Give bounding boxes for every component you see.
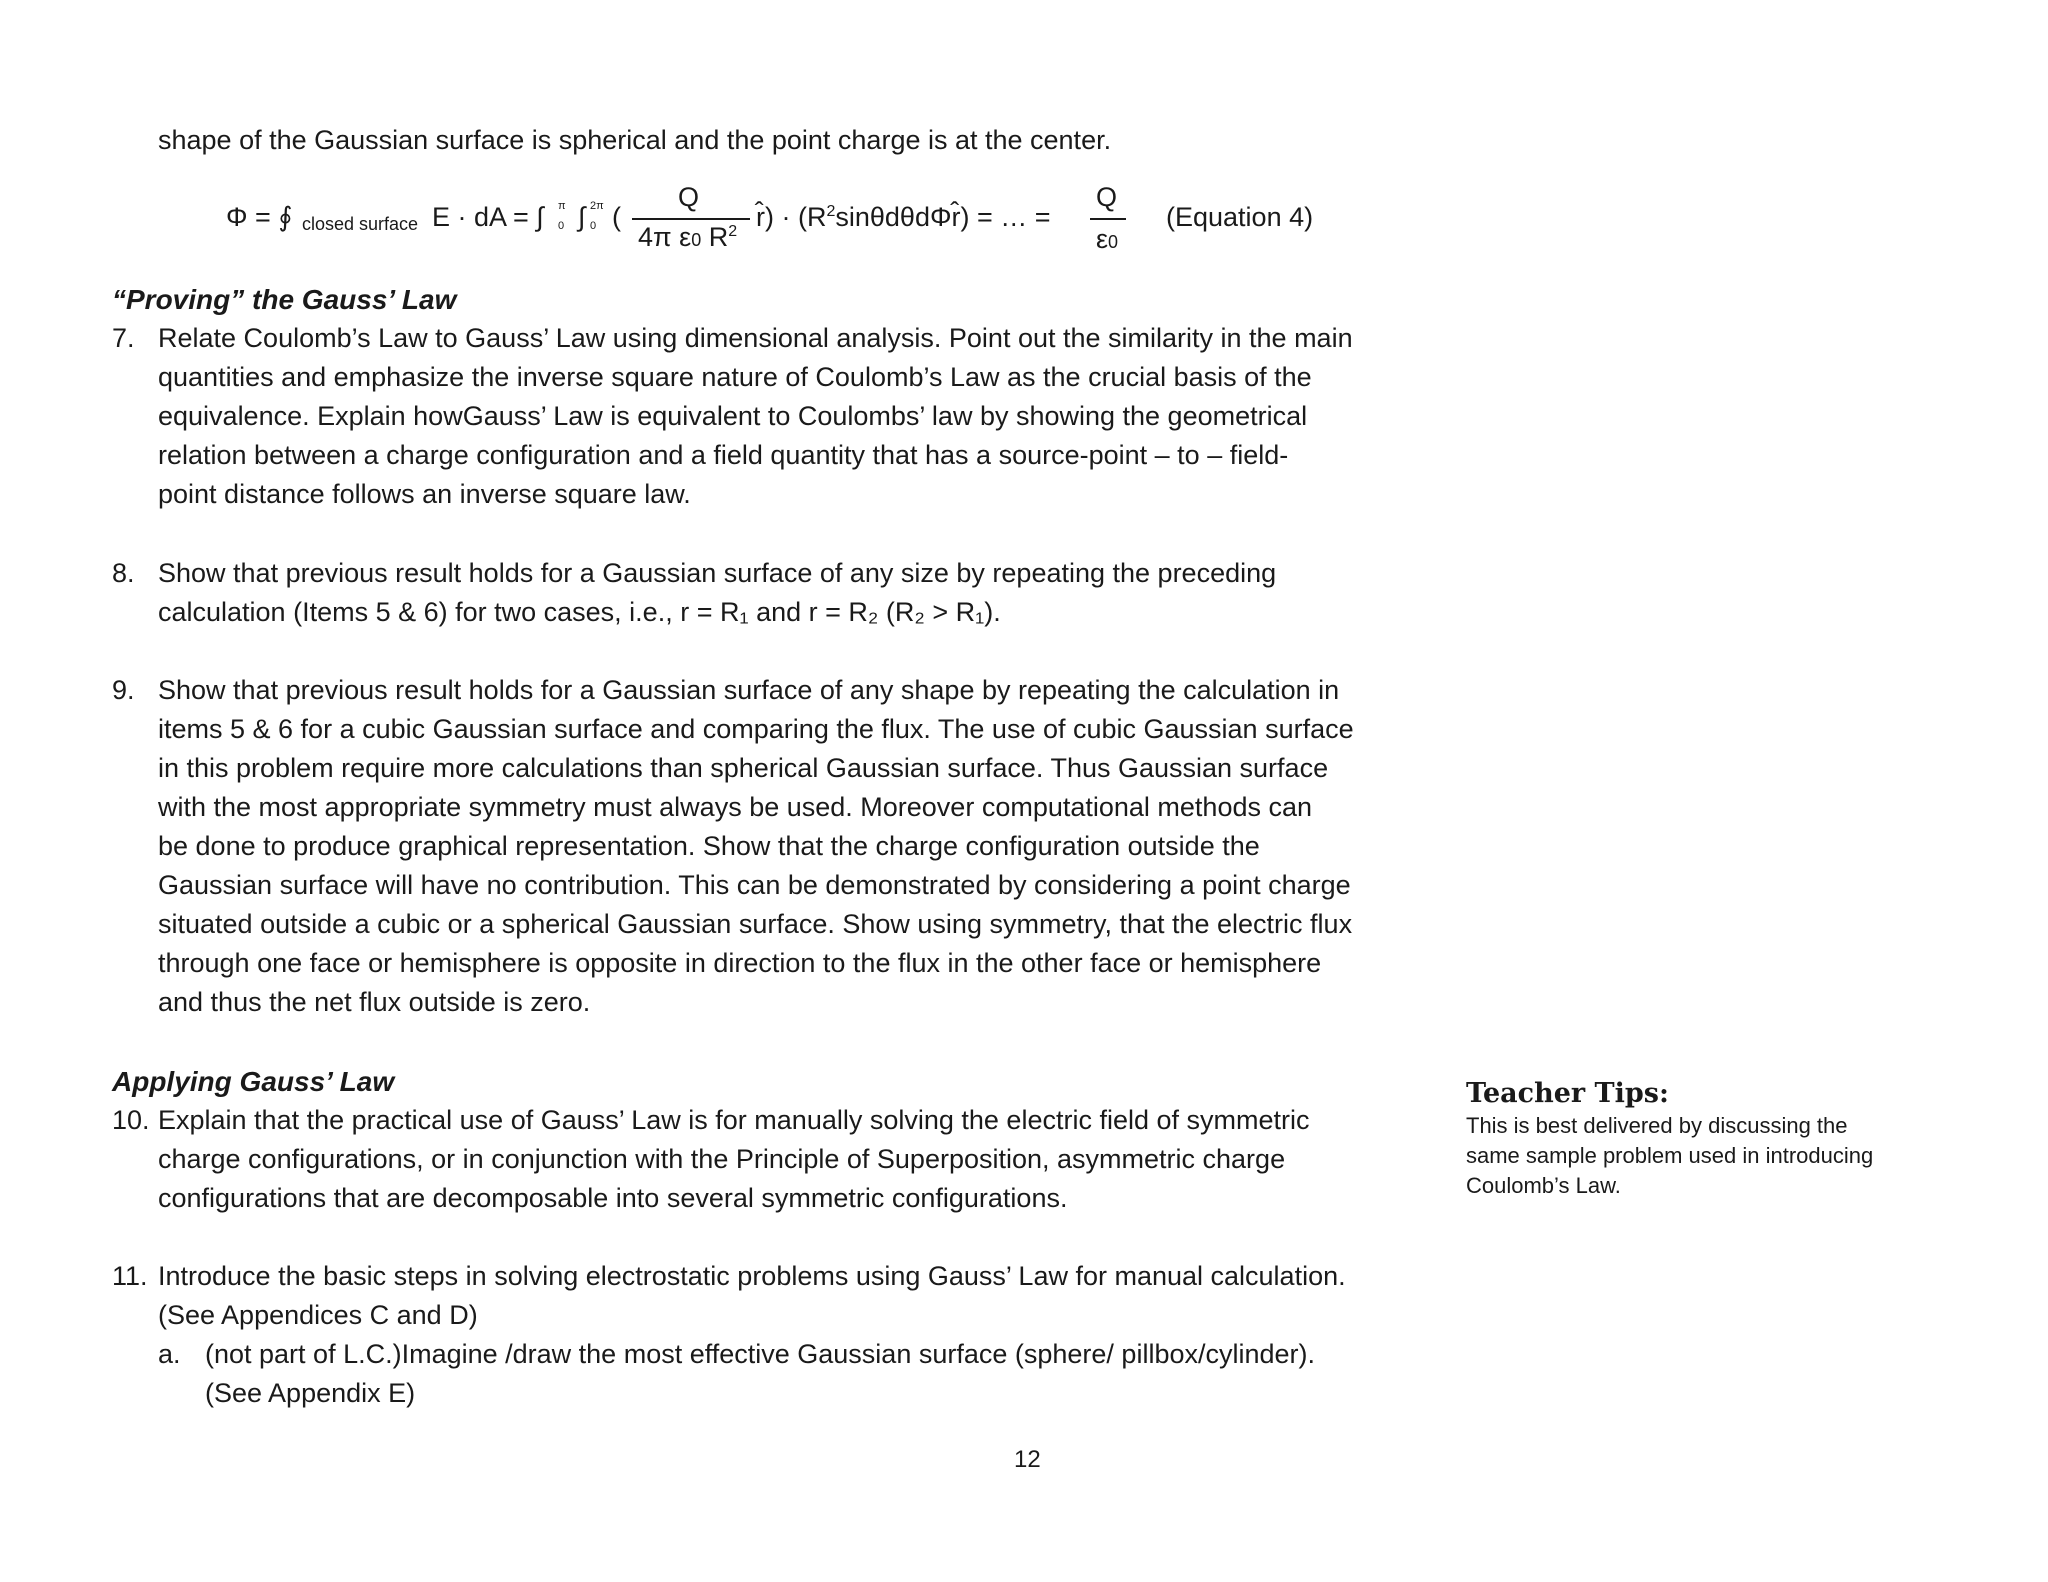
denominator: 4π ε0 $R^2$ xyxy=(638,222,738,252)
fraction-bar-left xyxy=(632,218,750,220)
list-item-9 xyxy=(112,671,1452,1022)
section-heading-applying: Applying Gauss’ Law xyxy=(112,1066,395,1097)
list-item-7 xyxy=(112,319,1452,514)
list-item-11 xyxy=(112,1257,1452,1335)
r-hat-dot: r̂) · $(R^2\sin\theta d\theta d\Phi r̂)$ = … = xyxy=(756,202,1051,232)
integral-sign-2: ∫ xyxy=(578,202,586,232)
equation-label: (Equation 4) xyxy=(1166,202,1314,232)
item-text: Introduce the basic steps in solving electrostatic problems using Gauss’ Law for manual calculation. (See Appendices C and D) xyxy=(158,1261,1346,1330)
sub-item-a xyxy=(158,1335,1458,1413)
rhs-denominator: ε0 xyxy=(1096,224,1119,254)
sub-item-letter: a. xyxy=(158,1339,181,1369)
teacher-tips-title: Teacher Tips: xyxy=(1466,1078,1669,1109)
integral-lower-0b: 0 xyxy=(590,220,597,232)
list-item-10 xyxy=(112,1101,1452,1218)
closed-surface-subscript: closed surface xyxy=(302,214,419,234)
item-number: 7. xyxy=(112,323,135,353)
section-heading-proving: “Proving” the Gauss’ Law xyxy=(112,284,457,315)
integral-lower-0a: 0 xyxy=(558,220,565,232)
teacher-tips-body: This is best delivered by discussing the same sample problem used in introducing Coulomb’s Law. xyxy=(1466,1113,1874,1198)
item-text: Show that previous result holds for a Gaussian surface of any shape by repeating the calculation in items 5 & 6 for a cubic Gaussian surface and comparing the flux. The use of cubic Gaussian surface in this problem require more calculations than spherical Gaussian surface. Thus Gaussian surface with the most appropriate symmetry must always be used. Moreover computational methods can be done to produce graphical representation. Show that the charge configuration outside the Gaussian surface will have no contribution. This can be demonstrated by considering a point charge situated outside a cubic or a spherical Gaussian surface. Show using symmetry, that the electric flux through one face or hemisphere is opposite in direction to the flux in the other face or hemisphere and thus the net flux outside is zero. xyxy=(158,675,1354,1017)
sub-item-text: (not part of L.C.)Imagine /draw the most effective Gaussian surface (sphere/ pillbox/cylinder). (See Appendix E) xyxy=(205,1339,1316,1408)
integral-upper-2pi: 2π xyxy=(590,200,604,212)
open-paren: ( xyxy=(612,202,621,232)
rhs-numerator-q: Q xyxy=(1096,182,1118,212)
fraction-bar-right xyxy=(1090,218,1126,220)
numerator-q: Q xyxy=(678,182,700,212)
intro-line: shape of the Gaussian surface is spherical and the point charge is at the center. xyxy=(158,125,1112,155)
item-number: 9. xyxy=(112,675,135,705)
item-number: 8. xyxy=(112,558,135,588)
list-item-8 xyxy=(112,554,1452,632)
phi-symbol: Φ = ∮ xyxy=(226,202,293,232)
integral-upper-pi: π xyxy=(558,200,566,212)
item-number: 11. xyxy=(112,1261,148,1291)
item-text: Explain that the practical use of Gauss’ Law is for manually solving the electric field of symmetric charge configurations, or in conjunction with the Principle of Superposition, asymmetric charge configurations that are decomposable into several symmetric configurations. xyxy=(158,1105,1310,1213)
equation-4 xyxy=(226,180,1376,260)
e-dot-da: E · dA = ∫ xyxy=(432,202,544,232)
item-number: 10. xyxy=(112,1105,150,1135)
item-text: Show that previous result holds for a Gaussian surface of any size by repeating the preceding calculation (Items 5 & 6) for two cases, i.e., r = R₁ and r = R₂ (R₂ > R₁). xyxy=(158,558,1277,627)
item-text: Relate Coulomb’s Law to Gauss’ Law using dimensional analysis. Point out the similarity in the main quantities and emphasize the inverse square nature of Coulomb’s Law as the crucial basis of the equivalence. Explain howGauss’ Law is equivalent to Coulombs’ law by showing the geometrical relation between a charge configuration and a field quantity that has a source-point – to – field- point distance follows an inverse square law. xyxy=(158,323,1353,509)
page-number: 12 xyxy=(1014,1446,1041,1473)
